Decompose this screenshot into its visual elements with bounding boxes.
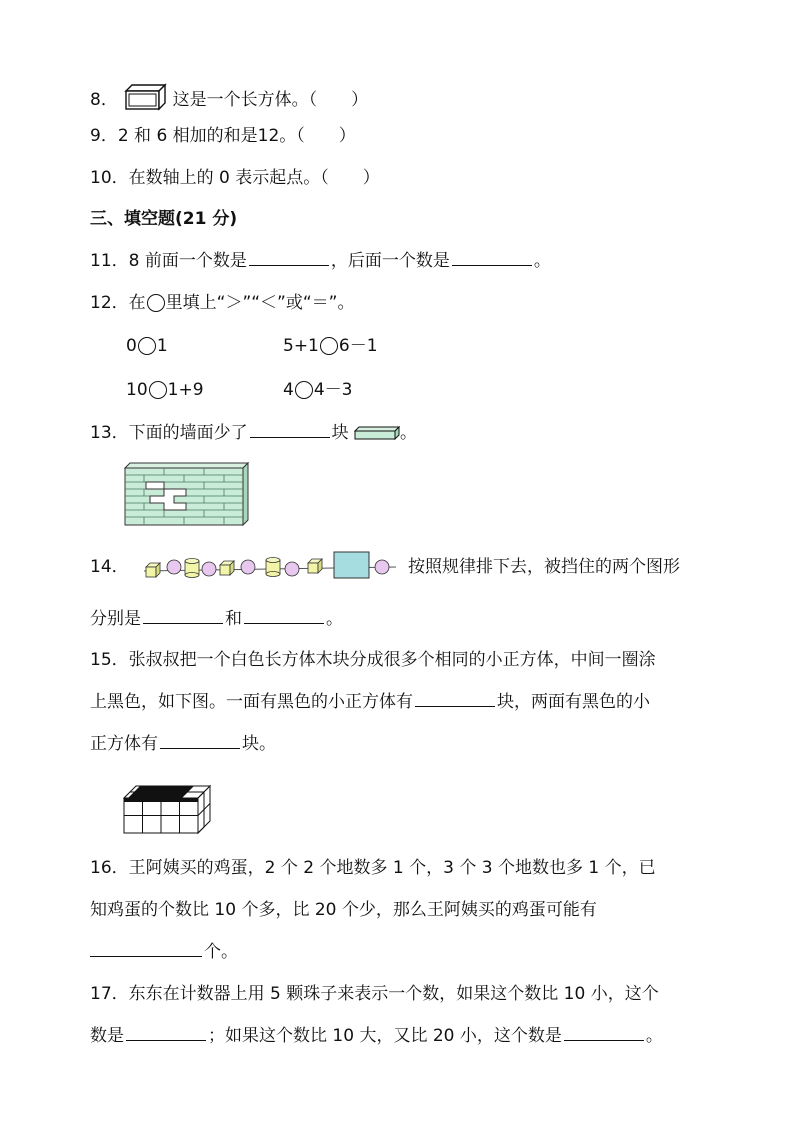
- q14-line2-a: 分别是: [90, 609, 141, 629]
- q11-text-c: 。: [533, 251, 551, 271]
- cuboid-icon: [123, 83, 167, 111]
- answer-blank[interactable]: [160, 732, 240, 749]
- question-15-line1: 15．张叔叔把一个白色长方体木块分成很多个相同的小正方体，中间一圈涂: [90, 650, 656, 670]
- compare-right: 6－1: [338, 336, 378, 356]
- painted-cuboid-figure: [122, 782, 214, 836]
- q15-line2-a: 上黑色，如下图。一面有黑色的小正方体有: [90, 692, 413, 712]
- question-13: [90, 421, 417, 445]
- compare-item: [126, 334, 168, 358]
- question-10: 10．在数轴上的 0 表示起点。（ ）: [90, 168, 380, 188]
- cube-shape: [308, 559, 322, 573]
- cover-square: [334, 552, 369, 578]
- question-15-line3: [90, 732, 276, 756]
- answer-blank[interactable]: [249, 249, 329, 266]
- answer-blank[interactable]: [244, 607, 324, 624]
- compare-item: [283, 334, 378, 358]
- answer-blank[interactable]: [250, 421, 330, 438]
- answer-blank[interactable]: [415, 690, 495, 707]
- q15-line3-a: 正方体有: [90, 734, 158, 754]
- brick-icon: [354, 426, 400, 440]
- q14-text: 按照规律排下去，被挡住的两个图形: [408, 557, 680, 577]
- wall-figure: [124, 462, 250, 528]
- question-16-line3: [90, 940, 238, 964]
- answer-blank[interactable]: [564, 1024, 644, 1041]
- q13-text-a: 13．下面的墙面少了: [90, 423, 248, 443]
- q14-line2-c: 。: [326, 609, 343, 629]
- q14-line2-b: 和: [225, 609, 242, 629]
- q13-text-b: 块: [331, 423, 349, 443]
- q14-number: 14．: [90, 557, 129, 577]
- q11-text-b: ，后面一个数是: [330, 251, 450, 271]
- q12-text-b: 里填上“＞”“＜”或“＝”。: [165, 293, 355, 313]
- question-15-line2: [90, 690, 650, 714]
- cube-shape: [146, 563, 160, 577]
- compare-left: 4: [283, 380, 294, 400]
- q15-line3-b: 块。: [242, 734, 276, 754]
- question-9: 9．2 和 6 相加的和是12。（ ）: [90, 126, 356, 146]
- answer-circle[interactable]: [149, 381, 167, 399]
- question-17-line2: [90, 1024, 663, 1048]
- compare-right: 1: [156, 336, 168, 356]
- section-title: 三、填空题(21 分): [90, 209, 238, 229]
- q8-number: 8．: [90, 90, 118, 110]
- q17-line2-b: ；如果这个数比 10 大，又比 20 小，这个数是: [208, 1026, 562, 1046]
- compare-item: [283, 378, 352, 402]
- compare-right: 1+9: [167, 380, 204, 400]
- q11-text-a: 11．8 前面一个数是: [90, 251, 247, 271]
- question-8: [90, 83, 368, 112]
- q13-text-c: 。: [400, 423, 418, 443]
- answer-blank[interactable]: [143, 607, 223, 624]
- answer-circle[interactable]: [138, 337, 156, 355]
- circle-icon: [147, 294, 165, 312]
- compare-item: [126, 378, 204, 402]
- pattern-sequence-figure: [140, 547, 402, 583]
- question-12: [90, 291, 354, 315]
- q16-line3-text: 个。: [204, 942, 238, 962]
- question-14-line2: [90, 607, 343, 631]
- answer-blank[interactable]: [452, 249, 532, 266]
- compare-left: 0: [126, 336, 137, 356]
- cube-shape: [220, 561, 234, 575]
- answer-circle[interactable]: [320, 337, 338, 355]
- compare-left: 5+1: [283, 336, 319, 356]
- q8-text: 这是一个长方体。（ ）: [172, 90, 369, 110]
- q17-line2-c: 。: [645, 1026, 663, 1046]
- answer-blank[interactable]: [126, 1024, 206, 1041]
- question-16-line1: 16．王阿姨买的鸡蛋，2 个 2 个地数多 1 个，3 个 3 个地数也多 1 个，已: [90, 858, 656, 878]
- q12-text-a: 12．在: [90, 293, 146, 313]
- answer-circle[interactable]: [295, 381, 313, 399]
- question-11: [90, 249, 551, 273]
- q15-line2-b: 块，两面有黑色的小: [497, 692, 650, 712]
- answer-blank[interactable]: [90, 940, 202, 957]
- question-14: [90, 555, 129, 579]
- compare-left: 10: [126, 380, 148, 400]
- cylinder-shape: [266, 558, 280, 577]
- cylinder-shape: [185, 559, 199, 578]
- question-17-line1: 17．东东在计数器上用 5 颗珠子来表示一个数，如果这个数比 10 小，这个: [90, 984, 659, 1004]
- q17-line2-a: 数是: [90, 1026, 124, 1046]
- question-16-line2: 知鸡蛋的个数比 10 个多，比 20 个少，那么王阿姨买的鸡蛋可能有: [90, 900, 597, 920]
- compare-right: 4－3: [313, 380, 353, 400]
